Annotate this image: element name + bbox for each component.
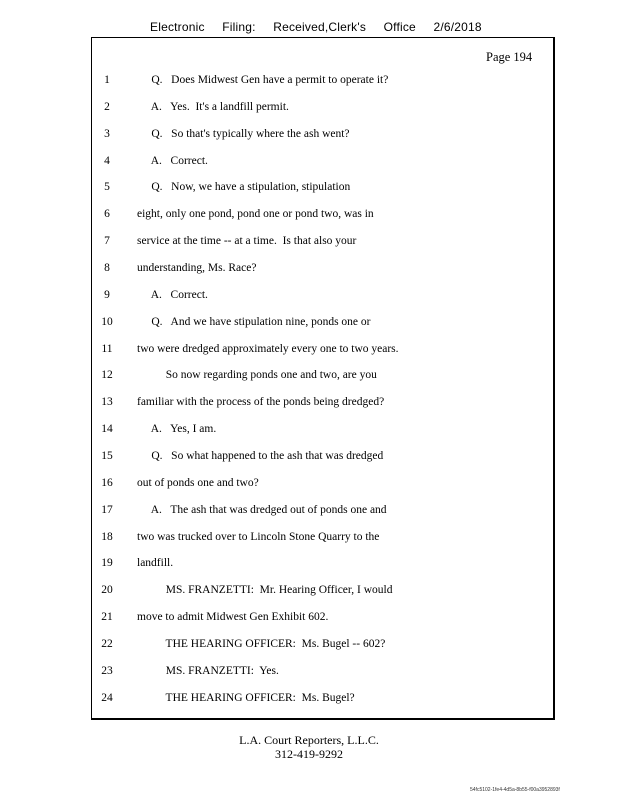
line-text: Q. So that's typically where the ash went? bbox=[137, 127, 350, 140]
filing-word-office: Office bbox=[383, 20, 416, 34]
line-number: 15 bbox=[101, 449, 113, 462]
line-number: 4 bbox=[104, 154, 110, 167]
line-number: 1 bbox=[104, 74, 110, 86]
footer-phone: 312-419-9292 bbox=[275, 747, 343, 761]
transcript-line bbox=[0, 289, 560, 305]
transcript-line bbox=[0, 396, 560, 412]
line-text: So now regarding ponds one and two, are you bbox=[137, 369, 377, 382]
line-text: eight, only one pond, pond one or pond two, was in bbox=[137, 208, 374, 221]
transcript-line bbox=[0, 584, 560, 600]
line-number: 7 bbox=[104, 235, 110, 248]
line-text: move to admit Midwest Gen Exhibit 602. bbox=[137, 611, 329, 623]
line-text: Q. And we have stipulation nine, ponds one or bbox=[137, 315, 371, 328]
transcript-line bbox=[0, 665, 560, 681]
line-text: A. Yes, I am. bbox=[137, 423, 217, 436]
line-number: 21 bbox=[101, 611, 113, 623]
line-number: 3 bbox=[104, 127, 110, 140]
filing-date: 2/6/2018 bbox=[433, 20, 482, 34]
line-text: Q. Does Midwest Gen have a permit to operate it? bbox=[137, 74, 389, 86]
line-number: 24 bbox=[101, 691, 113, 704]
line-text: landfill. bbox=[137, 557, 174, 570]
transcript-line bbox=[0, 531, 560, 547]
transcript-line bbox=[0, 343, 560, 359]
page-number: Page 194 bbox=[486, 50, 533, 64]
line-text: MS. FRANZETTI: Yes. bbox=[137, 664, 279, 677]
line-number: 9 bbox=[104, 288, 110, 301]
transcript-line bbox=[0, 504, 560, 520]
line-number: 14 bbox=[101, 423, 113, 436]
transcript-line bbox=[0, 235, 560, 251]
line-number: 17 bbox=[101, 503, 113, 516]
line-text: A. The ash that was dredged out of ponds one and bbox=[137, 503, 387, 516]
transcript-line bbox=[0, 369, 560, 385]
line-number: 22 bbox=[101, 637, 113, 650]
line-number: 11 bbox=[101, 342, 113, 355]
transcript-line bbox=[0, 423, 560, 439]
line-text: two was trucked over to Lincoln Stone Quarry to the bbox=[137, 530, 380, 543]
line-number: 10 bbox=[101, 315, 113, 328]
document-id: 54fc5102-1fe4-4d5a-8b55-f00a3952893f bbox=[470, 787, 560, 793]
transcript-line bbox=[0, 208, 560, 224]
line-text: A. Yes. It's a landfill permit. bbox=[137, 100, 289, 113]
transcript-line bbox=[0, 611, 560, 627]
filing-stamp-header bbox=[150, 20, 482, 34]
transcript-line bbox=[0, 74, 560, 90]
transcript-line bbox=[0, 181, 560, 197]
line-text: THE HEARING OFFICER: Ms. Bugel? bbox=[137, 691, 355, 704]
filing-word-filing: Filing: bbox=[222, 20, 256, 34]
line-text: out of ponds one and two? bbox=[137, 476, 259, 489]
transcript-line bbox=[0, 692, 560, 708]
line-text: Q. So what happened to the ash that was dredged bbox=[137, 449, 384, 462]
line-number: 19 bbox=[101, 557, 113, 570]
line-number: 20 bbox=[101, 584, 113, 597]
filing-word-received: Received,Clerk's bbox=[273, 20, 367, 34]
line-text: THE HEARING OFFICER: Ms. Bugel -- 602? bbox=[137, 637, 386, 650]
filing-word-electronic: Electronic bbox=[150, 20, 205, 34]
transcript-line bbox=[0, 638, 560, 654]
line-number: 16 bbox=[101, 476, 113, 489]
line-text: Q. Now, we have a stipulation, stipulation bbox=[137, 181, 351, 194]
transcript-line bbox=[0, 155, 560, 171]
line-text: understanding, Ms. Race? bbox=[137, 262, 257, 274]
transcript-line bbox=[0, 557, 560, 573]
line-number: 13 bbox=[101, 396, 113, 409]
transcript-line bbox=[0, 101, 560, 117]
transcript-line bbox=[0, 450, 560, 466]
line-number: 23 bbox=[101, 664, 113, 677]
line-text: two were dredged approximately every one to two years. bbox=[137, 342, 399, 355]
line-number: 5 bbox=[104, 181, 110, 194]
line-number: 8 bbox=[104, 262, 110, 274]
line-number: 12 bbox=[101, 369, 113, 382]
line-text: A. Correct. bbox=[137, 154, 208, 167]
transcript-line bbox=[0, 262, 560, 278]
line-text: A. Correct. bbox=[137, 288, 208, 301]
footer-company: L.A. Court Reporters, L.L.C. bbox=[239, 733, 379, 747]
transcript-line bbox=[0, 316, 560, 332]
transcript-line bbox=[0, 128, 560, 144]
line-text: MS. FRANZETTI: Mr. Hearing Officer, I would bbox=[137, 584, 393, 597]
transcript-line bbox=[0, 477, 560, 493]
line-text: familiar with the process of the ponds being dredged? bbox=[137, 396, 385, 409]
line-number: 2 bbox=[104, 100, 110, 113]
line-number: 6 bbox=[104, 208, 110, 221]
line-number: 18 bbox=[101, 530, 113, 543]
line-text: service at the time -- at a time. Is that also your bbox=[137, 235, 357, 248]
